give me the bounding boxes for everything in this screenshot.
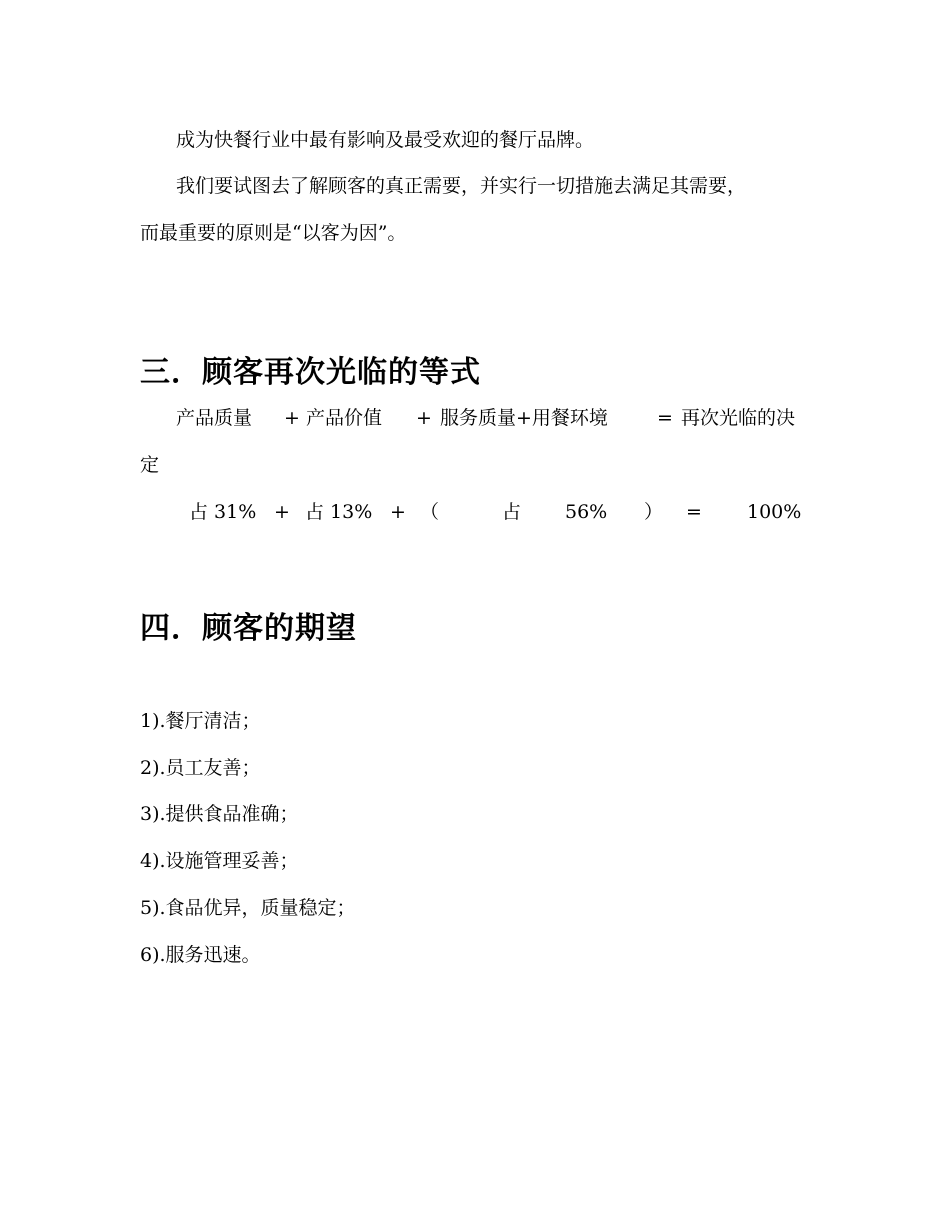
intro-paragraph-line-2: 我们要试图去了解顾客的真正需要，并实行一切措施去满足其需要，: [176, 175, 747, 197]
percentage-plus-1: +: [274, 501, 290, 523]
percentage-service-environment: 56%: [565, 501, 608, 523]
equation-term-product-value: 产品价值: [306, 407, 383, 429]
section-3-heading: 三．顾客再次光临的等式: [140, 355, 481, 390]
equation-line: [0, 406, 950, 430]
expectation-list-item: 3).提供食品准确；: [140, 803, 299, 825]
percentage-close-paren: ）: [644, 501, 664, 523]
expectation-list-item: 2).员工友善；: [140, 757, 261, 779]
intro-paragraph-line-3: 而最重要的原则是“以客为因”。: [140, 222, 407, 244]
percentage-line: [0, 500, 950, 524]
percentage-plus-2: +: [390, 501, 406, 523]
intro-paragraph-line-1: 成为快餐行业中最有影响及最受欢迎的餐厅品牌。: [176, 129, 595, 151]
percentage-zhan: 占: [502, 501, 522, 523]
percentage-product-value: 占 13%: [305, 501, 373, 523]
equation-result-part-2: 定: [140, 454, 160, 476]
percentage-equals: =: [686, 501, 702, 523]
equation-term-service-environment: 服务质量+用餐环境: [440, 407, 608, 429]
equation-result-part-1: 再次光临的决: [681, 407, 796, 429]
equation-plus-1: +: [284, 407, 300, 429]
expectation-list-item: 1).餐厅清洁；: [140, 710, 261, 732]
equation-equals: =: [657, 407, 673, 429]
equation-term-product-quality: 产品质量: [176, 407, 253, 429]
percentage-open-paren: （: [420, 501, 440, 523]
expectation-list-item: 5).食品优异，质量稳定；: [140, 897, 356, 919]
percentage-product-quality: 占 31%: [189, 501, 257, 523]
section-4-heading: 四．顾客的期望: [140, 611, 357, 646]
percentage-total: 100%: [747, 501, 802, 523]
equation-plus-2: +: [416, 407, 432, 429]
expectation-list-item: 6).服务迅速。: [140, 944, 261, 966]
expectation-list-item: 4).设施管理妥善；: [140, 850, 299, 872]
